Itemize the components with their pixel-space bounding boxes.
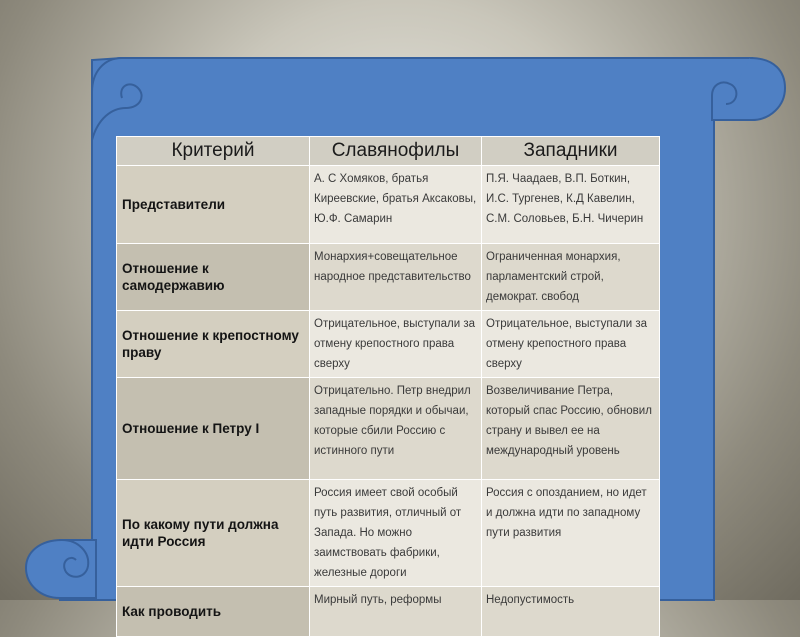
table-row [117, 244, 660, 311]
westerners-cell: Ограниченная монархия, парламентский строй, демократ. свобод [482, 244, 660, 311]
comparison-table [116, 136, 660, 637]
westerners-cell: Отрицательное, выступали за отмену крепостного права сверху [482, 311, 660, 378]
criterion-cell: Отношение к самодержавию [117, 244, 310, 311]
westerners-cell: П.Я. Чаадаев, В.П. Боткин, И.С. Тургенев, К.Д Кавелин, С.М. Соловьев, Б.Н. Чичерин [482, 166, 660, 244]
criterion-cell: По какому пути должна идти Россия [117, 480, 310, 587]
table-row [117, 166, 660, 244]
comparison-table-container [116, 136, 659, 619]
slavophiles-cell: Отрицательно. Петр внедрил западные порядки и обычаи, которые сбили Россию с истинного пути [310, 378, 482, 480]
westerners-cell: Недопустимость [482, 587, 660, 637]
westerners-cell: Возвеличивание Петра, который спас Россию, обновил страну и вывел ее на международный уровень [482, 378, 660, 480]
table-row [117, 587, 660, 637]
criterion-cell: Как проводить [117, 587, 310, 637]
criterion-cell: Отношение к Петру I [117, 378, 310, 480]
slavophiles-cell: Мирный путь, реформы [310, 587, 482, 637]
slavophiles-cell: Отрицательное, выступали за отмену крепостного права сверху [310, 311, 482, 378]
header-slavophiles: Славянофилы [310, 137, 482, 166]
westerners-cell: Россия с опозданием, но идет и должна идти по западному пути развития [482, 480, 660, 587]
header-criterion: Критерий [117, 137, 310, 166]
slavophiles-cell: А. С Хомяков, братья Киреевские, братья Аксаковы, Ю.Ф. Самарин [310, 166, 482, 244]
table-header-row [117, 137, 660, 166]
table-row [117, 311, 660, 378]
table-row [117, 480, 660, 587]
table-row [117, 378, 660, 480]
header-westerners: Западники [482, 137, 660, 166]
slavophiles-cell: Россия имеет свой особый путь развития, отличный от Запада. Но можно заимствовать фабрики, железные дороги [310, 480, 482, 587]
slavophiles-cell: Монархия+совещательное народное представительство [310, 244, 482, 311]
criterion-cell: Отношение к крепостному праву [117, 311, 310, 378]
criterion-cell: Представители [117, 166, 310, 244]
